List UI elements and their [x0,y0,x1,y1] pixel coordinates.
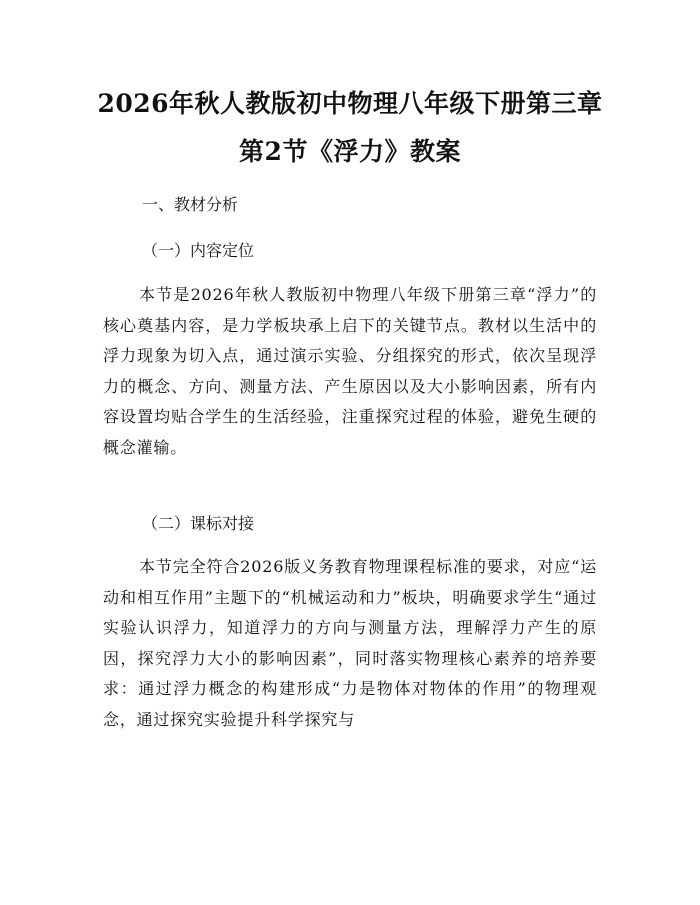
subsection-heading-curriculum-alignment: （二）课标对接 [142,514,255,533]
document-title-line-2: 第2节《浮力》教案 [239,137,461,166]
section-heading-textbook-analysis: 一、教材分析 [142,195,239,214]
paragraph-content-positioning: 本节是2026年秋人教版初中物理八年级下册第三章“浮力”的核心奠基内容，是力学板块承上启下的关键节点。教材以生活中的浮力现象为切入点，通过演示实验、分组探究的形式，依次呈现浮力的概念、方向、测量方法、产生原因以及大小影响因素，所有内容设置均贴合学生的生活经验，注重探究过程的体验，避免生硬的概念灌输。 [103,285,597,457]
subsection-heading-content-positioning: （一）内容定位 [142,241,255,260]
document-title-line-1: 2026年秋人教版初中物理八年级下册第三章 [97,89,603,118]
paragraph-curriculum-alignment: 本节完全符合2026版义务教育物理课程标准的要求，对应“运动和相互作用”主题下的“机械运动和力”板块，明确要求学生“通过实验认识浮力，知道浮力的方向与测量方法，理解浮力产生的原因，探究浮力大小的影响因素”，同时落实物理核心素养的培养要求：通过浮力概念的构建形成“力是物体对物体的作用”的物理观念，通过探究实验提升科学探究与 [103,557,597,729]
